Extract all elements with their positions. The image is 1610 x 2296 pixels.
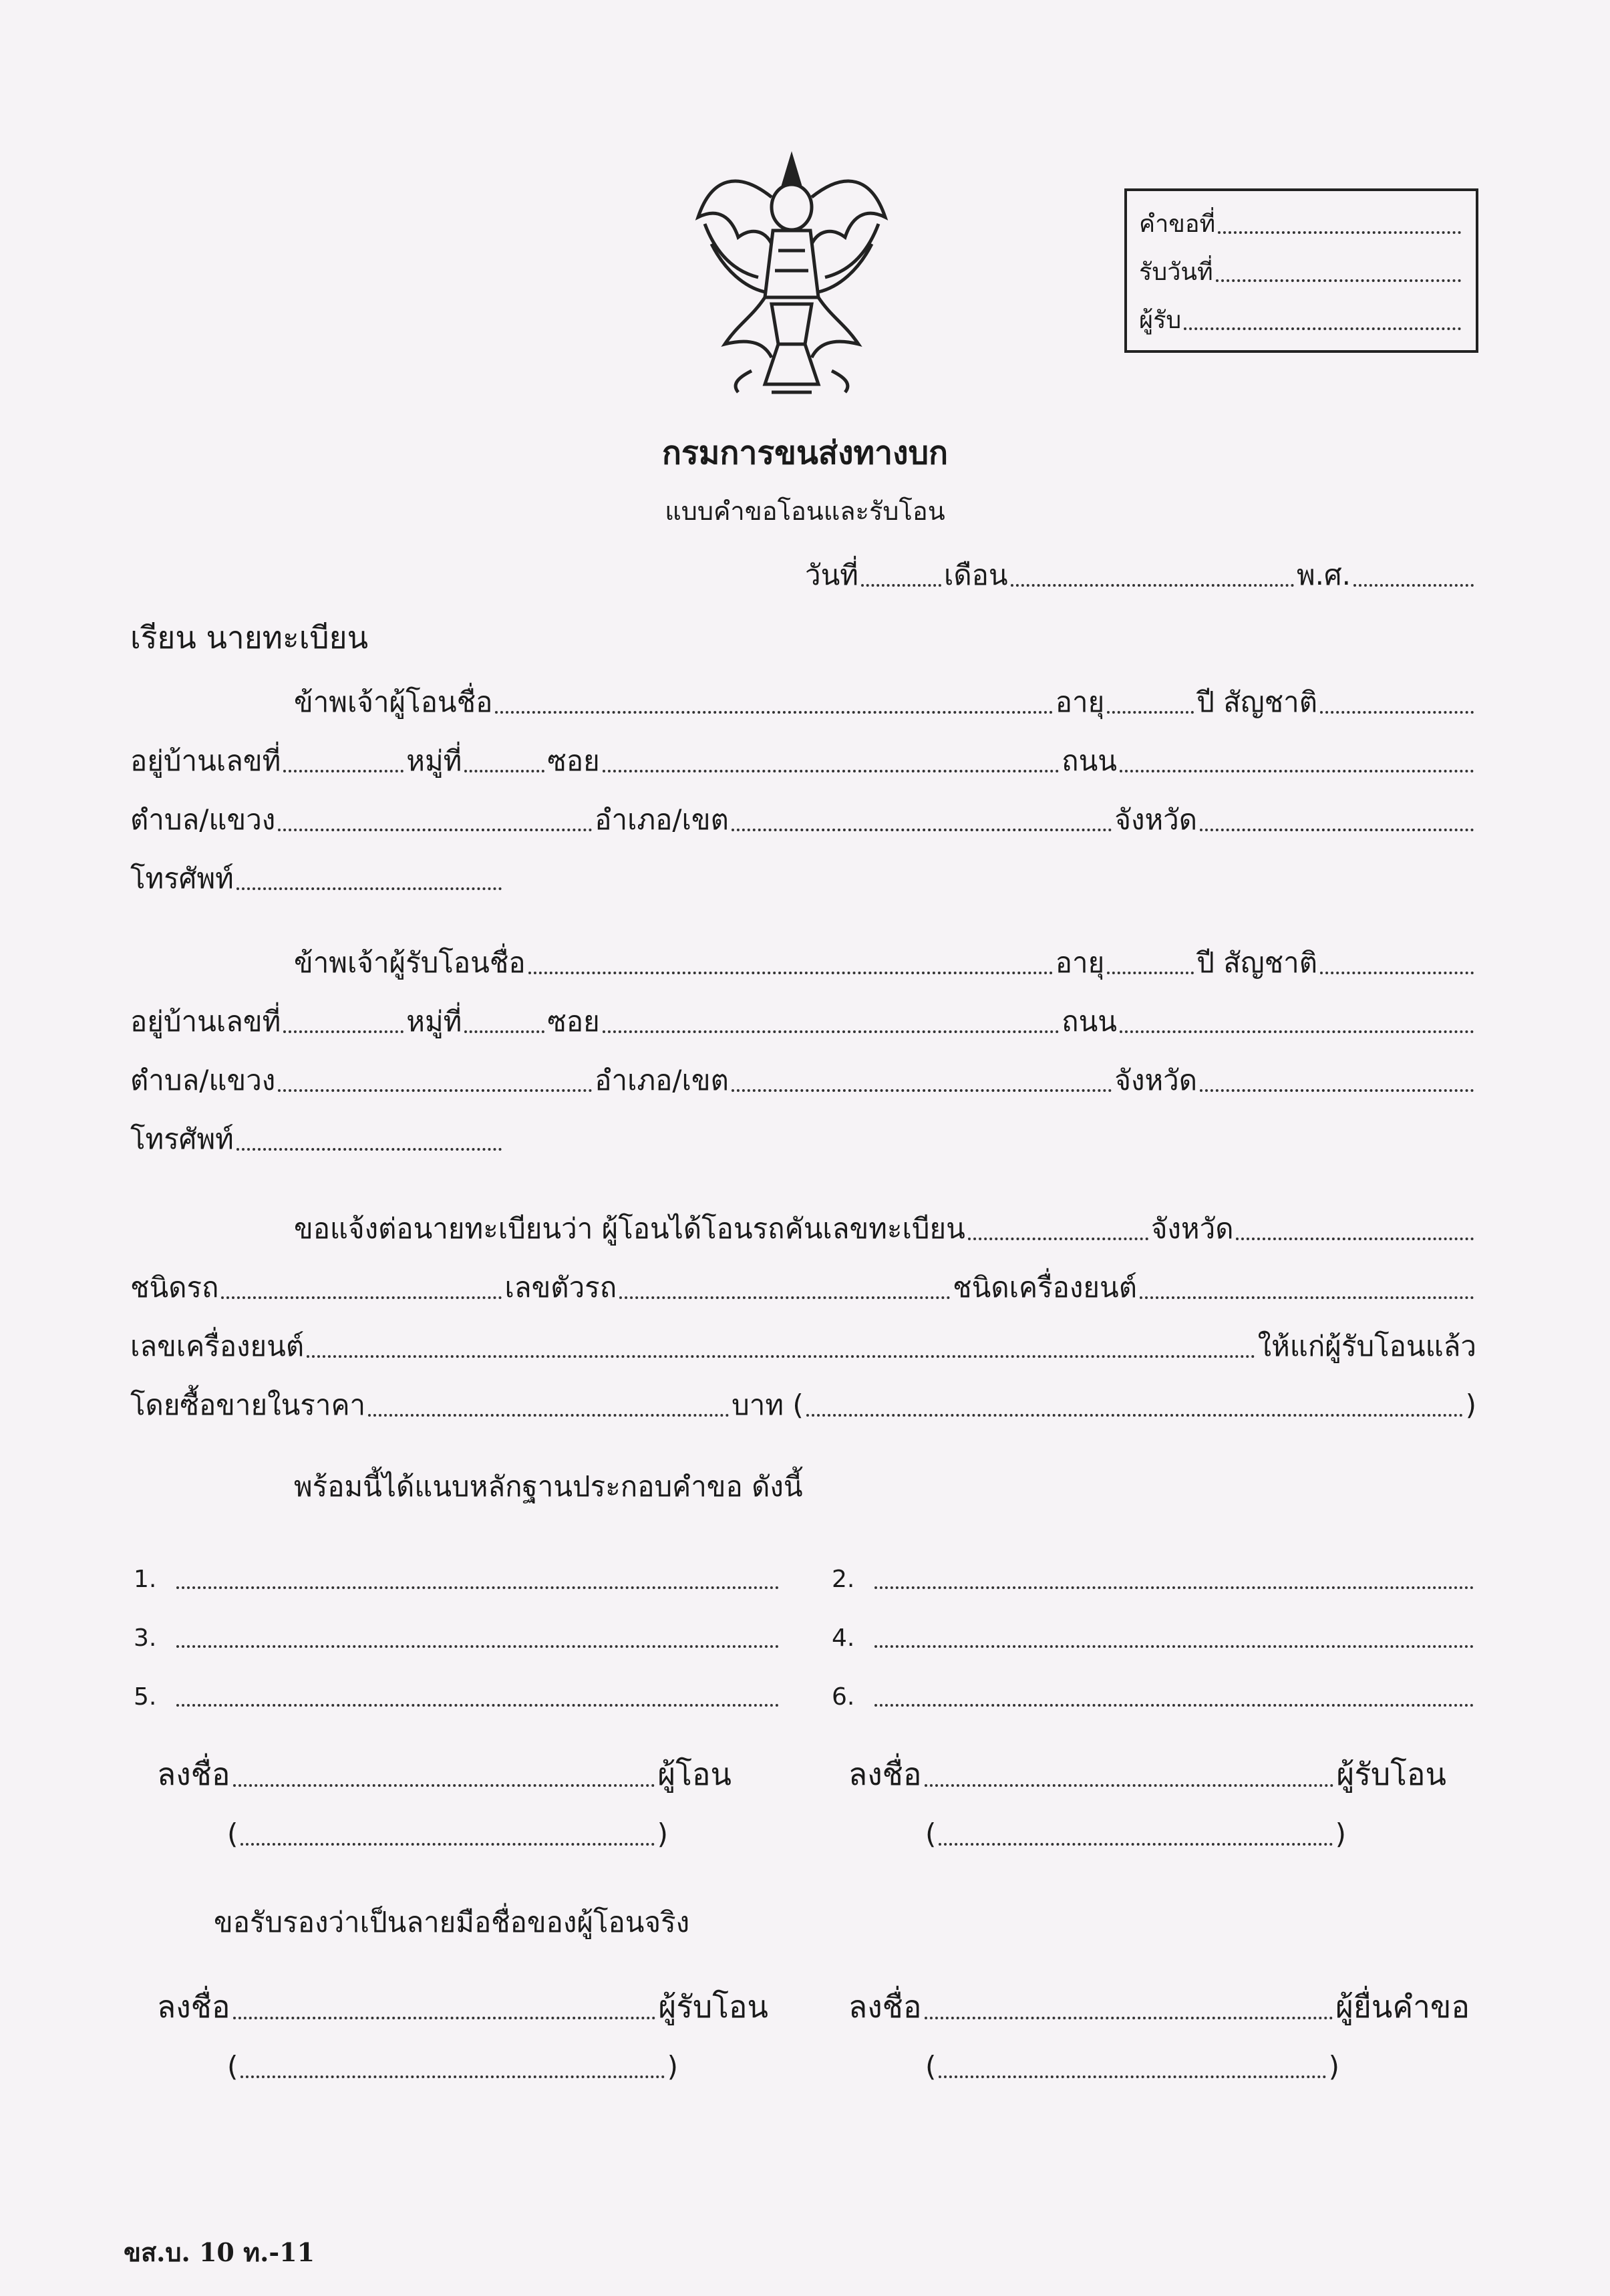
transferor-address-line[interactable] bbox=[130, 744, 1476, 777]
transferor-soi-label: ซอย bbox=[547, 744, 600, 777]
vehicle-type-line[interactable] bbox=[130, 1271, 1476, 1304]
attachments-intro: พร้อมนี้ได้แนบหลักฐานประกอบคำขอ ดังนี้ bbox=[294, 1470, 803, 1503]
attachment-number: 1. bbox=[134, 1566, 157, 1593]
attachment-number: 3. bbox=[134, 1624, 157, 1652]
attachment-item[interactable] bbox=[134, 1622, 782, 1652]
transferor-phone-line[interactable] bbox=[130, 862, 504, 895]
transferor-moo-label: หมู่ที่ bbox=[406, 744, 462, 777]
vehicle-type-label: ชนิดรถ bbox=[130, 1271, 219, 1304]
attachment-item[interactable] bbox=[832, 1564, 1476, 1593]
certifier-signature-line[interactable] bbox=[157, 1989, 768, 2025]
transferee-printed-name[interactable] bbox=[925, 1820, 1346, 1850]
engine-no-line[interactable] bbox=[130, 1332, 1476, 1362]
certify-line bbox=[214, 1908, 1015, 1938]
office-use-box bbox=[1124, 188, 1478, 353]
transferee-road-label: ถนน bbox=[1062, 1005, 1117, 1038]
transferor-printed-name[interactable] bbox=[227, 1820, 668, 1850]
vehicle-engine-type-label: ชนิดเครื่องยนต์ bbox=[953, 1271, 1137, 1304]
transferor-province-label: จังหวัด bbox=[1114, 803, 1197, 836]
certifier-printed-name[interactable] bbox=[227, 2050, 678, 2083]
sign-label: ลงชื่อ bbox=[157, 1756, 230, 1792]
transferor-sign-role: ผู้โอน bbox=[657, 1756, 732, 1792]
transferor-road-label: ถนน bbox=[1062, 744, 1117, 777]
sign-label: ลงชื่อ bbox=[848, 1989, 922, 2025]
close-paren: ) bbox=[1335, 1818, 1346, 1850]
date-day-label: วันที่ bbox=[805, 559, 858, 591]
department-title: กรมการขนส่งทางบก bbox=[661, 434, 949, 472]
salutation-line bbox=[130, 619, 1476, 656]
open-paren: ( bbox=[227, 2050, 238, 2083]
garuda-emblem bbox=[691, 144, 892, 398]
close-paren: ) bbox=[1328, 2050, 1339, 2083]
transferor-subdistrict-label: ตำบล/แขวง bbox=[130, 803, 276, 836]
transferor-age-label: อายุ bbox=[1055, 686, 1105, 718]
attachment-item[interactable] bbox=[134, 1564, 782, 1593]
transferor-district-label: อำเภอ/เขต bbox=[595, 803, 729, 836]
vehicle-plate-line[interactable] bbox=[294, 1212, 1476, 1245]
transferee-subdistrict-label: ตำบล/แขวง bbox=[130, 1064, 276, 1097]
salutation: เรียน นายทะเบียน bbox=[130, 619, 369, 656]
received-date-label: รับวันที่ bbox=[1139, 259, 1213, 286]
sign-label: ลงชื่อ bbox=[157, 1989, 230, 2025]
date-month-label: เดือน bbox=[943, 559, 1008, 591]
transferor-district-line[interactable] bbox=[130, 803, 1476, 836]
date-year-label: พ.ศ. bbox=[1296, 559, 1351, 591]
close-paren: ) bbox=[657, 1818, 668, 1850]
to-transferee-label: ให้แก่ผู้รับโอนแล้ว bbox=[1257, 1330, 1476, 1362]
applicant-signature-line[interactable] bbox=[848, 1989, 1470, 2025]
transferee-moo-label: หมู่ที่ bbox=[406, 1005, 462, 1038]
receiver-field[interactable] bbox=[1139, 307, 1464, 334]
transferee-name-line[interactable] bbox=[294, 946, 1476, 979]
open-paren: ( bbox=[227, 1818, 238, 1850]
transferor-nationality-label: ปี สัญชาติ bbox=[1196, 686, 1317, 718]
price-label: โดยซื้อขายในราคา bbox=[130, 1389, 366, 1421]
transferor-signature-line[interactable] bbox=[157, 1756, 732, 1792]
attachment-item[interactable] bbox=[134, 1681, 782, 1711]
attachment-item[interactable] bbox=[832, 1681, 1476, 1711]
transferee-province-label: จังหวัด bbox=[1114, 1064, 1197, 1097]
open-paren: ( bbox=[925, 2050, 937, 2083]
receiver-label: ผู้รับ bbox=[1139, 307, 1182, 334]
applicant-sign-role: ผู้ยื่นคำขอ bbox=[1335, 1989, 1470, 2025]
transferee-age-label: อายุ bbox=[1055, 946, 1105, 979]
vehicle-notify-label: ขอแจ้งต่อนายทะเบียนว่า ผู้โอนได้โอนรถคันเลขทะเบียน bbox=[294, 1212, 965, 1245]
attachment-number: 6. bbox=[832, 1683, 855, 1711]
transferee-district-label: อำเภอ/เขต bbox=[595, 1064, 729, 1097]
transferee-phone-line[interactable] bbox=[130, 1125, 504, 1155]
transferee-address-line[interactable] bbox=[130, 1005, 1476, 1038]
transferee-nationality-label: ปี สัญชาติ bbox=[1196, 946, 1317, 979]
transferor-house-no-label: อยู่บ้านเลขที่ bbox=[130, 744, 281, 777]
close-paren: ) bbox=[667, 2050, 678, 2083]
request-no-field[interactable] bbox=[1139, 211, 1464, 238]
transferor-name-line[interactable] bbox=[294, 688, 1476, 718]
date-line[interactable] bbox=[805, 561, 1476, 591]
transferee-soi-label: ซอย bbox=[547, 1005, 600, 1038]
price-line[interactable] bbox=[130, 1391, 1476, 1421]
transferee-phone-label: โทรศัพท์ bbox=[130, 1123, 234, 1155]
price-close-paren: ) bbox=[1465, 1389, 1476, 1421]
open-paren: ( bbox=[925, 1818, 937, 1850]
transferee-district-line[interactable] bbox=[130, 1066, 1476, 1096]
attachment-item[interactable] bbox=[832, 1622, 1476, 1652]
engine-no-label: เลขเครื่องยนต์ bbox=[130, 1330, 305, 1362]
baht-label: บาท ( bbox=[732, 1389, 804, 1421]
transferee-signature-line[interactable] bbox=[848, 1756, 1446, 1792]
transferee-name-label: ข้าพเจ้าผู้รับโอนชื่อ bbox=[294, 946, 526, 979]
transferor-name-label: ข้าพเจ้าผู้โอนชื่อ bbox=[294, 686, 493, 718]
request-no-label: คำขอที่ bbox=[1139, 210, 1216, 238]
vehicle-province-label: จังหวัด bbox=[1150, 1212, 1234, 1245]
vehicle-chassis-label: เลขตัวรถ bbox=[504, 1271, 617, 1304]
form-title: แบบคำขอโอนและรับโอน bbox=[665, 496, 945, 526]
received-date-field[interactable] bbox=[1139, 259, 1464, 286]
sign-label: ลงชื่อ bbox=[848, 1756, 922, 1792]
attachment-number: 4. bbox=[832, 1624, 855, 1652]
transferee-sign-role: ผู้รับโอน bbox=[1336, 1756, 1446, 1792]
transferee-house-no-label: อยู่บ้านเลขที่ bbox=[130, 1005, 281, 1038]
form-code: ขส.บ. 10 ท.-11 bbox=[124, 2237, 315, 2267]
attachment-number: 5. bbox=[134, 1683, 157, 1711]
attachments-intro-line bbox=[294, 1470, 1476, 1503]
certify-text: ขอรับรองว่าเป็นลายมือชื่อของผู้โอนจริง bbox=[214, 1906, 690, 1939]
attachment-number: 2. bbox=[832, 1566, 855, 1593]
certifier-sign-role: ผู้รับโอน bbox=[658, 1989, 768, 2025]
applicant-printed-name[interactable] bbox=[925, 2050, 1339, 2083]
transferor-phone-label: โทรศัพท์ bbox=[130, 862, 234, 895]
